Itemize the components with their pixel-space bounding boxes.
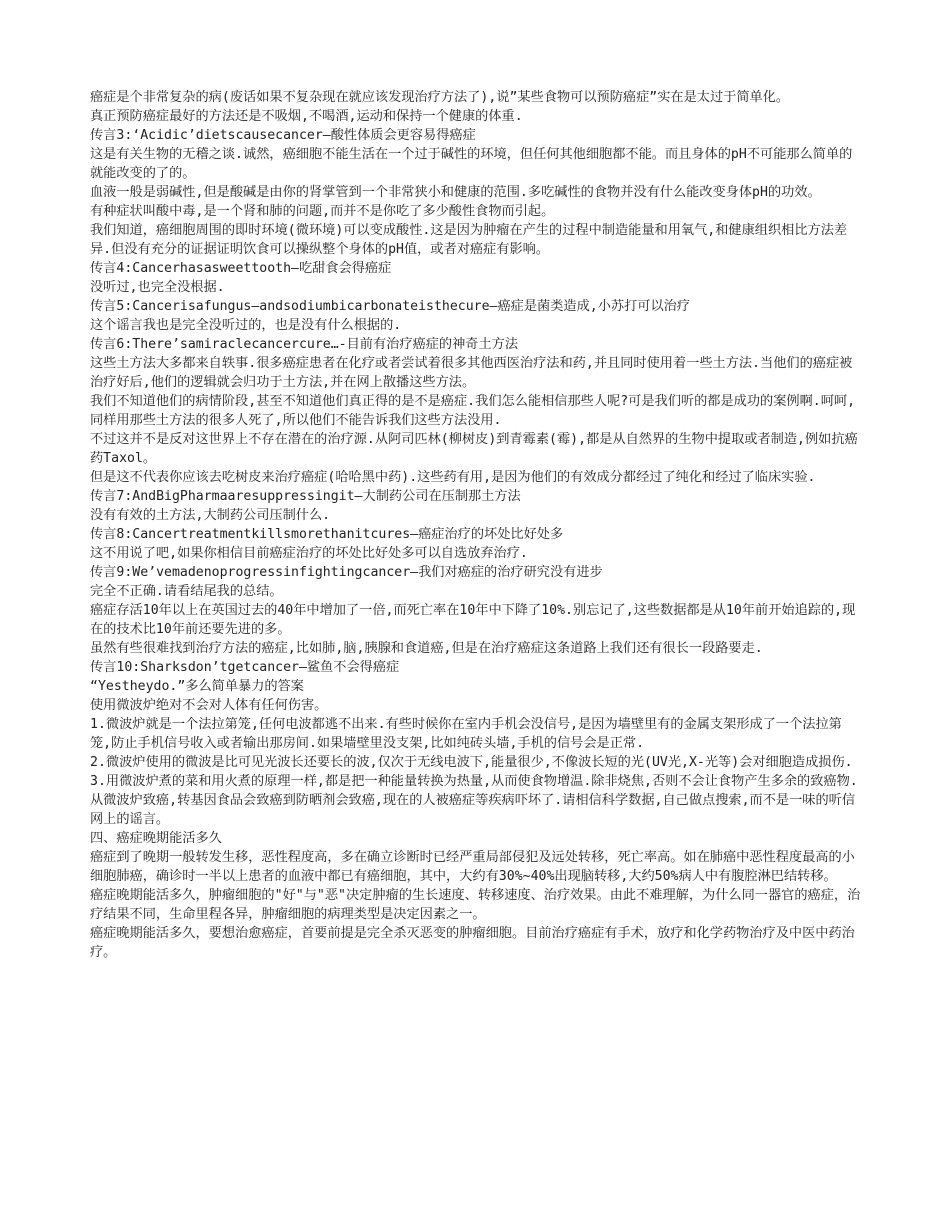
paragraph: 完全不正确.请看结尾我的总结。 <box>90 584 283 599</box>
heading-myth-10: 传言10:Sharksdon’tgetcancer–鲨鱼不会得癌症 <box>90 660 400 675</box>
document-body <box>90 88 862 962</box>
paragraph: 我们知道，癌细胞周围的即时环境(微环境)可以变成酸性.这是因为肿瘤在产生的过程中制造能量和用氧气,和健康组织相比方法差异.但没有充分的证据证明饮食可以操纵整个身体的pH值，或者对癌症有影响。 <box>90 223 848 257</box>
heading-myth-9: 传言9:We’vemadenoprogressinfightingcancer–我们对癌症的治疗研究没有进步 <box>90 565 603 580</box>
paragraph: 使用微波炉绝对不会对人体有任何伤害。 <box>90 698 328 713</box>
paragraph: 但是这不代表你应该去吃树皮来治疗癌症(哈哈黑中药).这些药有用,是因为他们的有效成分都经过了纯化和经过了临床实验. <box>90 470 816 485</box>
paragraph: 有种症状叫酸中毒,是一个肾和肺的问题,而并不是你吃了多少酸性食物而引起。 <box>90 204 555 219</box>
heading-myth-8: 传言8:Cancertreatmentkillsmorethanitcures–癌症治疗的坏处比好处多 <box>90 527 564 542</box>
paragraph: 不过这并不是反对这世界上不存在潜在的治疗源.从阿司匹林(柳树皮)到青霉素(霉),都是从自然界的生物中提取或者制造,例如抗癌药Taxol。 <box>90 432 858 466</box>
paragraph: 这些土方法大多都来自轶事.很多癌症患者在化疗或者尝试着很多其他西医治疗法和药,并且同时使用着一些土方法.当他们的癌症被治疗好后,他们的逻辑就会归功于土方法,并在网上散播这些方法。 <box>90 356 853 390</box>
heading-myth-6: 传言6:There’samiraclecancercure…-目前有治疗癌症的神奇土方法 <box>90 337 519 352</box>
paragraph: “Yestheydo.”多么简单暴力的答案 <box>90 679 304 694</box>
paragraph-intro: 癌症是个非常复杂的病(废话如果不复杂现在就应该发现治疗方法了),说”某些食物可以预防癌症”实在是太过于简单化。 <box>90 90 790 105</box>
paragraph-prevention: 真正预防癌症最好的方法还是不吸烟,不喝酒,运动和保持一个健康的体重. <box>90 109 523 124</box>
heading-myth-3: 传言3:‘Acidic’dietscausecancer–酸性体质会更容易得癌症 <box>90 128 476 143</box>
paragraph: 没听过,也完全没根据. <box>90 280 225 295</box>
paragraph: 从微波炉致癌,转基因食品会致癌到防晒剂会致癌,现在的人被癌症等疾病吓坏了.请相信科学数据,自己做点搜索,而不是一味的听信网上的谣言。 <box>90 793 856 827</box>
list-item: 1.微波炉就是一个法拉第笼,任何电波都逃不出来.有些时候你在室内手机会没信号,是因为墙壁里有的金属支架形成了一个法拉第笼,防止手机信号收入或者输出那房间.如果墙壁里没支架,比如纯砖头墙,手机的信号会是正常. <box>90 717 842 751</box>
paragraph: 没有有效的土方法,大制药公司压制什么. <box>90 508 331 523</box>
paragraph: 血液一般是弱碱性,但是酸碱是由你的肾掌管到一个非常狭小和健康的范围.多吃碱性的食物并没有什么能改变身体pH的功效。 <box>90 185 821 200</box>
paragraph: 癌症到了晚期一般转发生移，恶性程度高，多在确立诊断时已经严重局部侵犯及远处转移，死亡率高。如在肺癌中恶性程度最高的小细胞肺癌，确诊时一半以上患者的血液中都已有癌细胞，其中，大约有30%~40%出现脑转移,大约50%病人中有腹腔淋巴结转移。 <box>90 850 855 884</box>
heading-myth-5: 传言5:Cancerisafungus–andsodiumbicarbonateisthecure–癌症是菌类造成,小苏打可以治疗 <box>90 299 691 314</box>
paragraph: 虽然有些很难找到治疗方法的癌症,比如肺,脑,胰腺和食道癌,但是在治疗癌症这条道路上我们还有很长一段路要走. <box>90 641 763 656</box>
section-heading: 四、癌症晚期能活多久 <box>90 831 222 846</box>
heading-myth-7: 传言7:AndBigPharmaaresuppressingit–大制药公司在压制那土方法 <box>90 489 521 504</box>
paragraph: 癌症晚期能活多久，要想治愈癌症，首要前提是完全杀灭恶变的肿瘤细胞。目前治疗癌症有手术，放疗和化学药物治疗及中医中药治疗。 <box>90 926 855 960</box>
list-item: 3.用微波炉煮的菜和用火煮的原理一样,都是把一种能量转换为热量,从而使食物增温.除非烧焦,否则不会让食物产生多余的致癌物. <box>90 774 858 789</box>
paragraph: 这个谣言我也是完全没听过的，也是没有什么根据的. <box>90 318 402 333</box>
list-item: 2.微波炉使用的微波是比可见光波长还要长的波,仅次于无线电波下,能量很少,不像波长短的光(UV光,X-光等)会对细胞造成损伤. <box>90 755 853 770</box>
paragraph: 我们不知道他们的病情阶段,甚至不知道他们真正得的是不是癌症.我们怎么能相信那些人呢?可是我们听的都是成功的案例啊.呵呵,同样用那些土方法的很多人死了,所以他们不能告诉我们这些方法没用. <box>90 394 856 428</box>
heading-myth-4: 传言4:Cancerhasasweettooth–吃甜食会得癌症 <box>90 261 392 276</box>
paragraph: 这不用说了吧,如果你相信目前癌症治疗的坏处比好处多可以自选放弃治疗. <box>90 546 528 561</box>
paragraph: 癌症晚期能活多久，肿瘤细胞的"好"与"恶"决定肿瘤的生长速度、转移速度、治疗效果。由此不难理解，为什么同一器官的癌症，治疗结果不同，生命里程各异，肿瘤细胞的病理类型是决定因素之一。 <box>90 888 861 922</box>
paragraph: 癌症存活10年以上在英国过去的40年中增加了一倍,而死亡率在10年中下降了10%.别忘记了,这些数据都是从10年前开始追踪的,现在的技术比10年前还要先进的多。 <box>90 603 856 637</box>
paragraph: 这是有关生物的无稽之谈.诚然，癌细胞不能生活在一个过于碱性的环境，但任何其他细胞都不能。而且身体的pH不可能那么简单的就能改变的了的。 <box>90 147 853 181</box>
